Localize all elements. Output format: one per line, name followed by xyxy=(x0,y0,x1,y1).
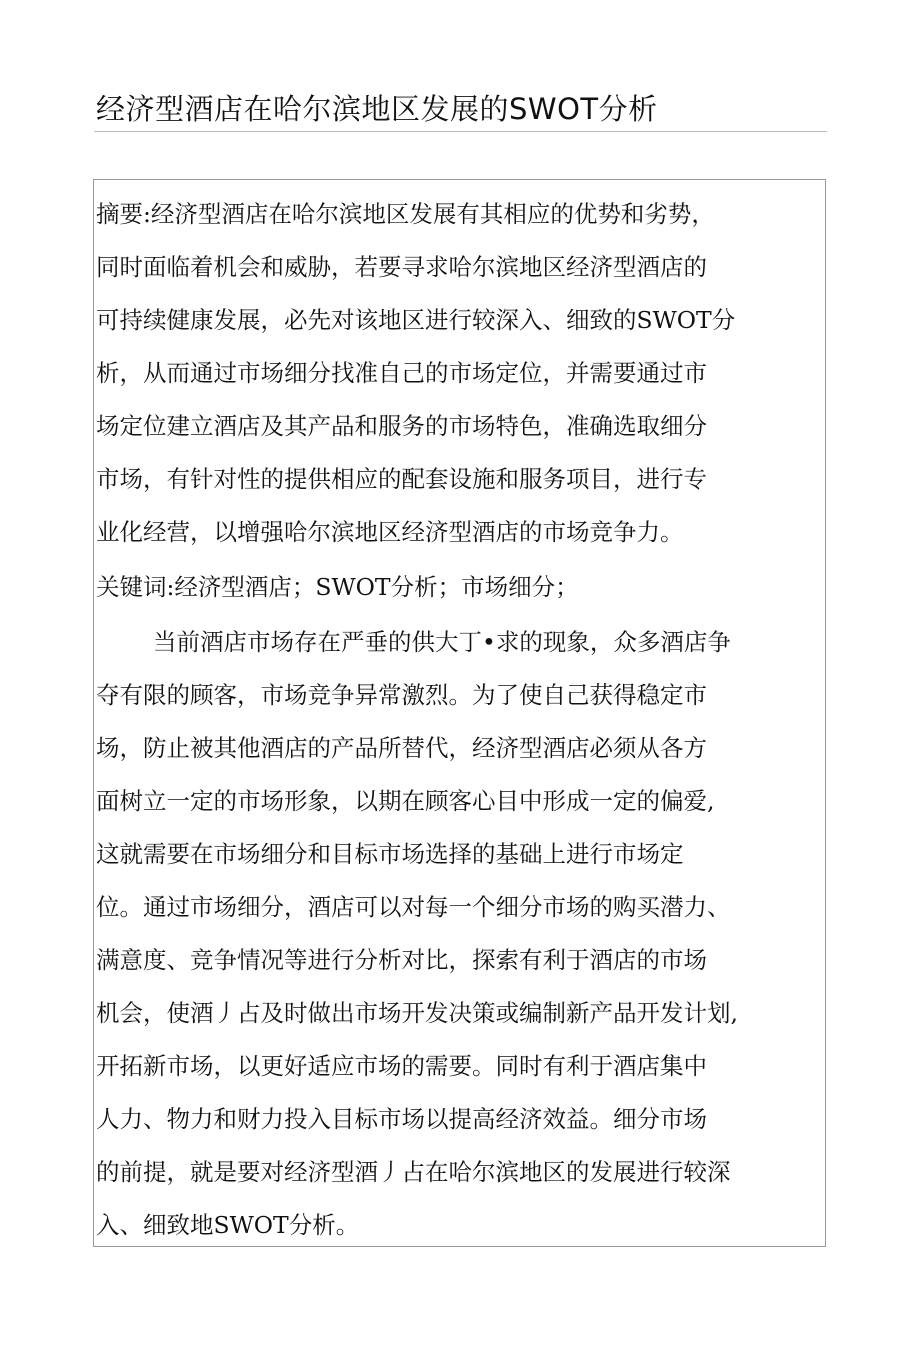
body-line: 的前提，就是要对经济型酒丿占在哈尔滨地区的发展进行较深 xyxy=(96,1158,731,1186)
body-line: 场，防止被其他酒店的产品所替代，经济型酒店必须从各方 xyxy=(96,734,707,762)
body-line: 夺有限的顾客，市场竞争异常激烈。为了使自己获得稳定市 xyxy=(96,681,707,709)
body-line: 面树立一定的市场形象，以期在顾客心目中形成一定的偏爱, xyxy=(96,787,715,815)
abstract-line: 场定位建立酒店及其产品和服务的市场特色，准确选取细分 xyxy=(96,412,707,440)
abstract-line: 析，从而通过市场细分找准自己的市场定位，并需要通过市 xyxy=(96,359,707,387)
body-line: 人力、物力和财力投入目标市场以提高经济效益。细分市场 xyxy=(96,1105,707,1133)
body-line: 满意度、竞争情况等进行分析对比，探索有利于酒店的市场 xyxy=(96,946,707,974)
body-line: 位。通过市场细分，酒店可以对每一个细分市场的购买潜力、 xyxy=(96,893,731,921)
title-underline xyxy=(94,131,827,132)
content-box xyxy=(93,179,826,1247)
keywords-line: 关键词:经济型酒店；SWOT分析；市场细分； xyxy=(96,573,579,601)
abstract-line: 同时面临着机会和威胁，若要寻求哈尔滨地区经济型酒店的 xyxy=(96,253,707,281)
abstract-line: 摘要:经济型酒店在哈尔滨地区发展有其相应的优势和劣势， xyxy=(96,200,715,228)
abstract-line: 市场，有针对性的提供相应的配套设施和服务项目，进行专 xyxy=(96,465,707,493)
body-line: 入、细致地SWOT分析。 xyxy=(96,1211,360,1239)
abstract-line: 业化经营，以增强哈尔滨地区经济型酒店的市场竞争力。 xyxy=(96,518,684,546)
body-line: 这就需要在市场细分和目标市场选择的基础上进行市场定 xyxy=(96,840,684,868)
document-title: 经济型酒店在哈尔滨地区发展的SWOT分析 xyxy=(96,92,658,126)
body-line: 机会，使酒丿占及时做出市场开发决策或编制新产品开发计划, xyxy=(96,999,738,1027)
body-line: 当前酒店市场存在严垂的供大丁•求的现象，众多酒店争 xyxy=(153,628,731,656)
abstract-line: 可持续健康发展，必先对该地区进行较深入、细致的SWOT分 xyxy=(96,306,736,334)
body-line: 开拓新市场，以更好适应市场的需要。同时有利于酒店集中 xyxy=(96,1052,707,1080)
